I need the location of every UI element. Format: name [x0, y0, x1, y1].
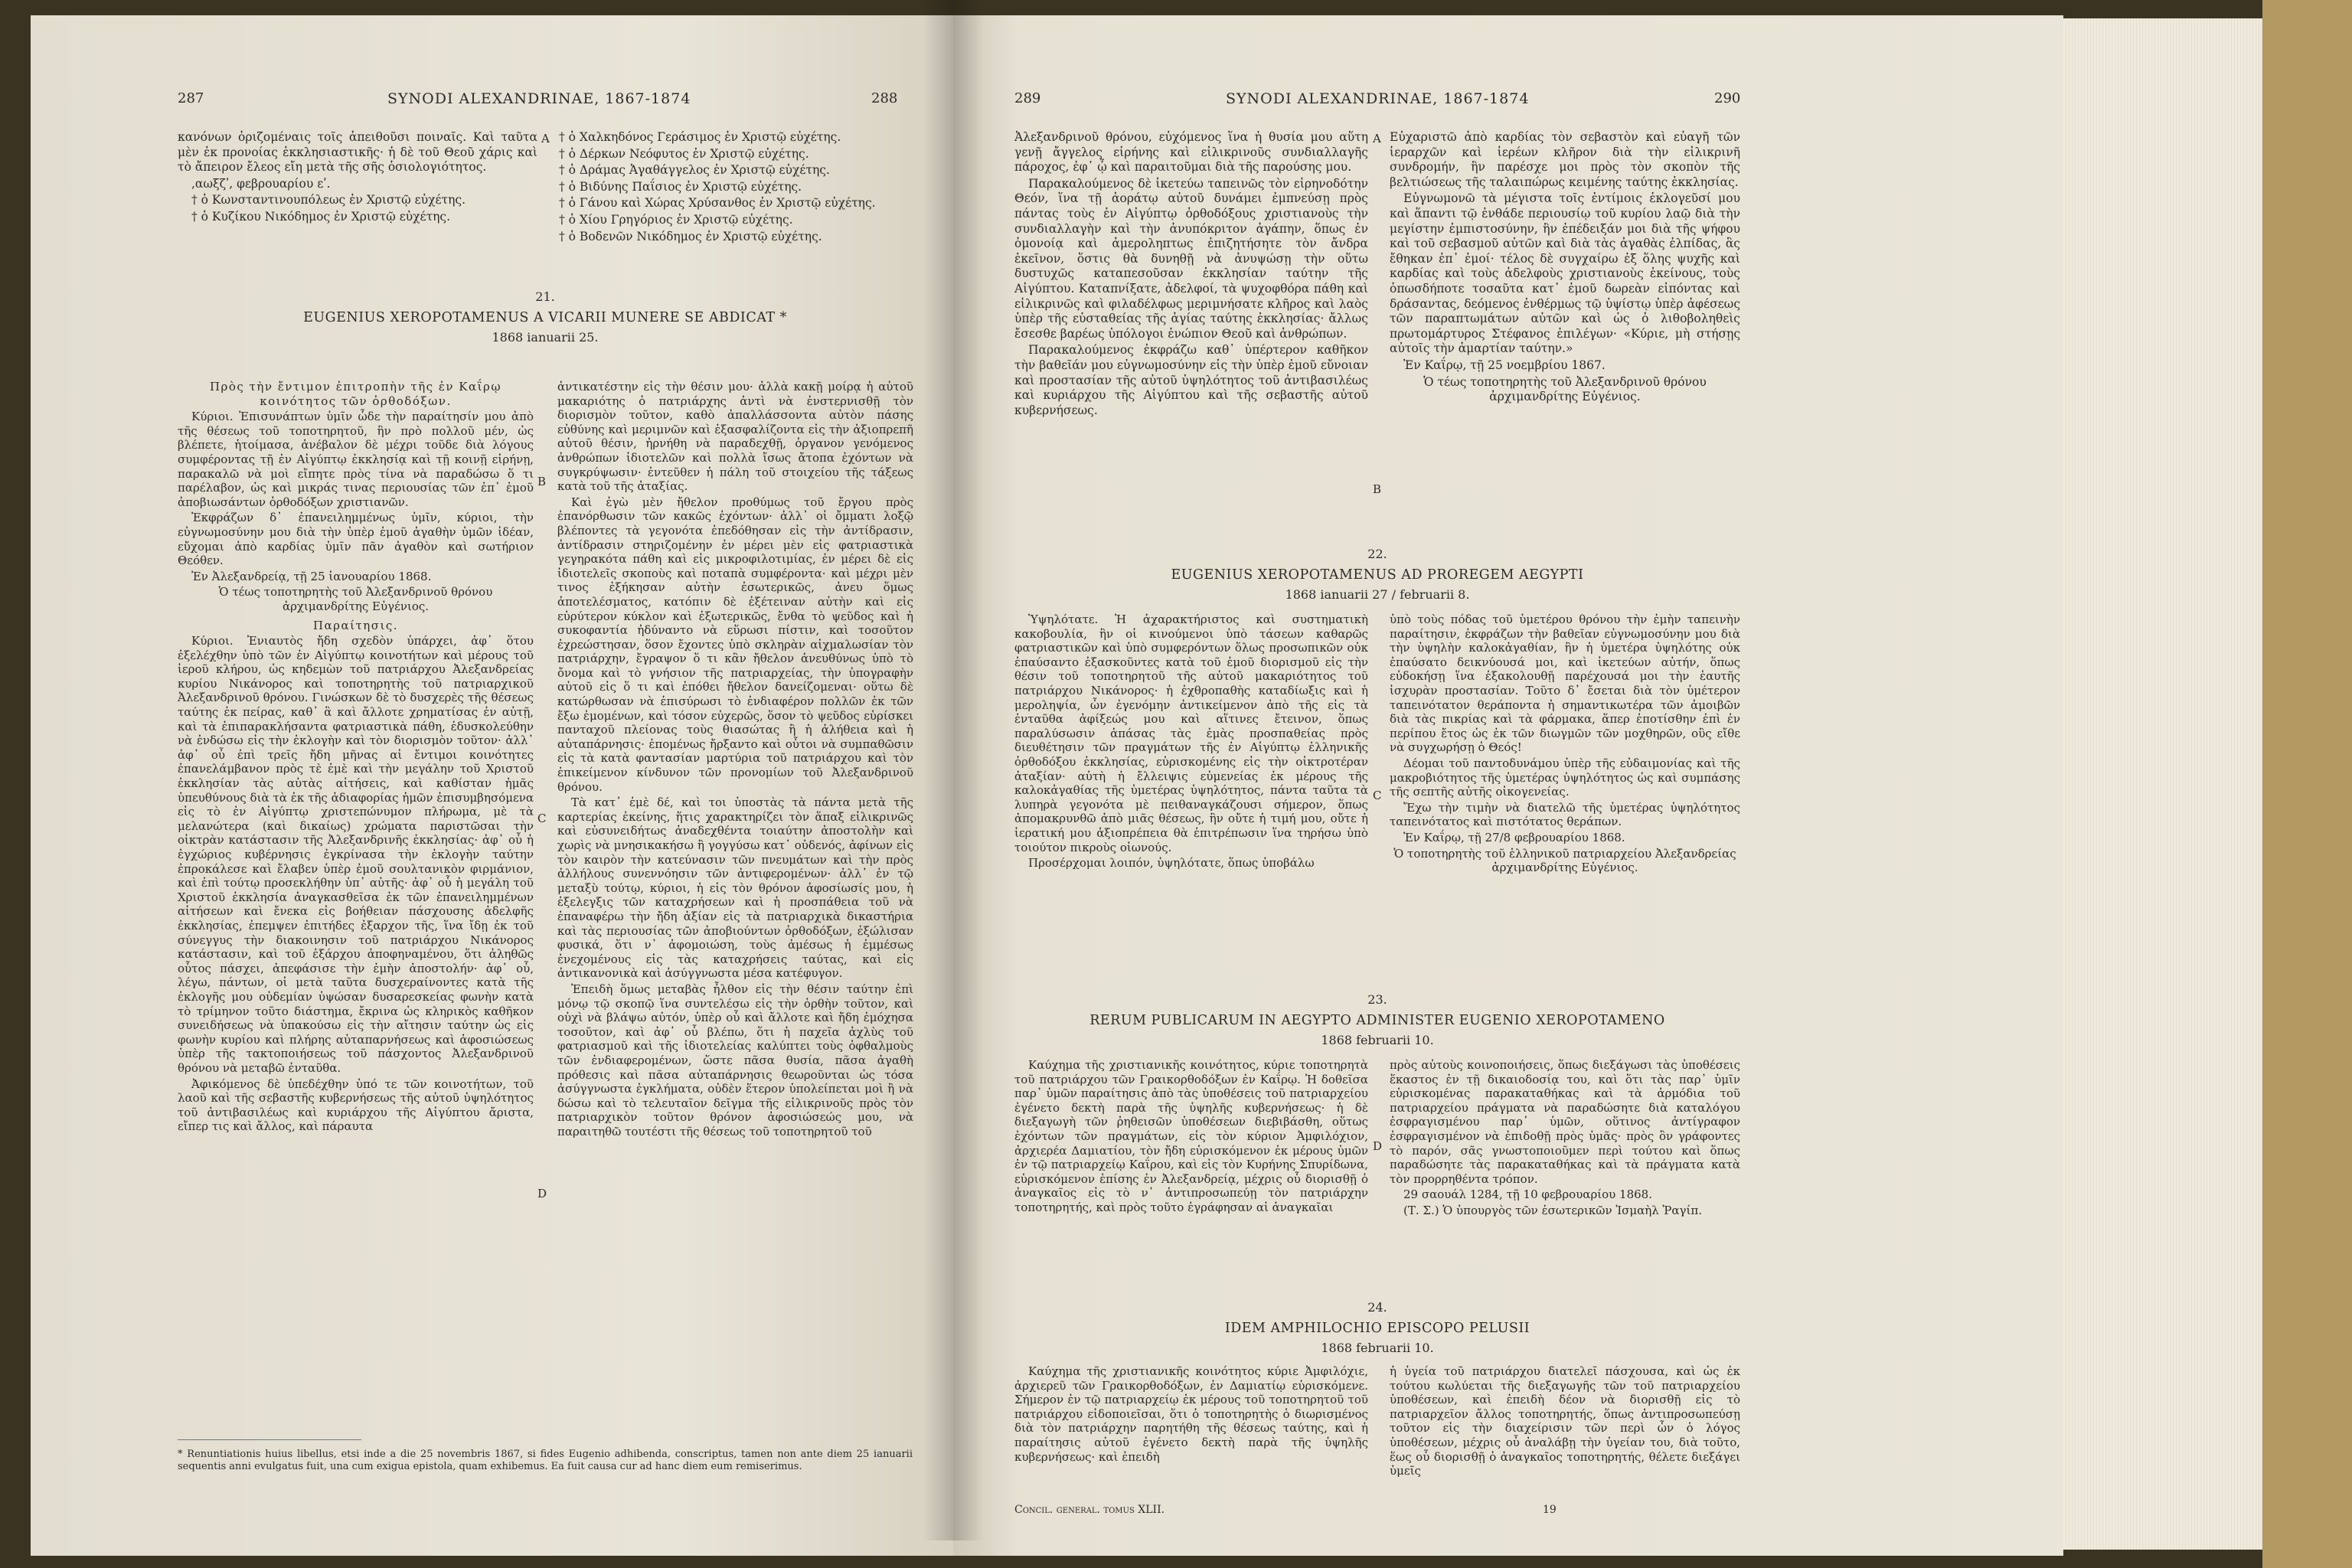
page-number-289: 289 [1014, 90, 1041, 106]
paragraph: Καύχημα τῆς χριστιανικῆς κοινότητος, κύριε τοποτηρητὰ τοῦ πατριάρχου τῶν Γραικορθοδόξων ἐν Καΐρῳ. Ἡ δοθεῖσα παρ᾽ ὑμῶν παραίτησις ἀπὸ τὰς ὑποθέσεις τοῦ πατριαρχείου ἐγένετο δεκτὴ παρὰ τῆς ὑψηλῆς κυβερνήσεως· ἡ δὲ διεξαγωγὴ τῶν ῥηθεισῶν ὑποθέσεων διεβιβάσθη, οὕτως ἐχόντων τῶν πραγμάτων, εἰς τὸν κύριον Ἀμφιλόχιον, ἀρχιερέα Δαμιατίου, τὸν ἤδη εὑρισκόμενον ἐκ μέρους ὑμῶν ἐν τῷ πατριαρχείῳ Καΐρου, καὶ εἰς τὸν Κυρήνης Σπυρίδωνα, εὑρισκόμενον ἐπίσης ἐν Ἀλεξανδρείᾳ, μέχρις οὗ διορισθῇ ὁ ἀναγκαῖος εἰς τὸ ν᾽ ἀντιπροσωπεύῃ τὸν πατριάρχην τοποτηρητής, καὶ πρὸς τοῦτο ἐγράφησαν αἱ ἀναγκαῖαι [1014, 1058, 1368, 1214]
date-line: Ἐν Καΐρῳ, τῇ 25 νοεμβρίου 1867. [1403, 358, 1606, 372]
paragraph: κανόνων ὁριζομέναις τοῖς ἀπειθοῦσι ποιναῖς. Καὶ ταῦτα μὲν ἐκ προνοίας ἐκκλησιαστικῆς· ἡ δὲ τοῦ Θεοῦ χάρις καὶ τὸ ἄπειρον ἔλεος εἴη μετὰ τῆς σῆς ὁσιολογιότητος. [178, 130, 537, 175]
s22-col1 [1014, 612, 1368, 872]
paragraph: Κύριοι. Ἐπισυνάπτων ὑμῖν ὧδε τὴν παραίτησίν μου ἀπὸ τῆς θέσεως τοῦ τοποτηρητοῦ, ἣν πρὸ πολλοῦ μέν, ὡς βλέπετε, ἡτοίμασα, ἀνέβαλον δὲ μέχρι τοῦδε διὰ λόγους συμφέροντας τῇ ἐν Αἰγύπτῳ ἐκκλησίᾳ καὶ τῇ κοινῇ εἰρήνῃ, παρακαλῶ νὰ μοὶ εἴπητε πρὸς τίνα νὰ παραδώσω ὅ τι παρέλαβον, ὡς καὶ μικράς τινας περιουσίας τῶν ἐπ᾽ ἐμοῦ ἀποβιωσάντων ὀρθοδόξων χριστιανῶν. [178, 410, 534, 509]
section-date: 1868 ianuarii 25. [492, 330, 599, 345]
section-title: EUGENIUS XEROPOTAMENUS A VICARII MUNERE SE ABDICAT * [303, 310, 787, 325]
signature-line: Ὁ τέως τοποτηρητὴς τοῦ Ἀλεξανδρινοῦ θρόνου ἀρχιμανδρίτης Εὐγένιος. [1423, 374, 1707, 404]
left-col2 [557, 380, 913, 1140]
right-page [953, 15, 2063, 1556]
paragraph: Ἔχω τὴν τιμὴν νὰ διατελῶ τῆς ὑμετέρας ὑψηλότητος ταπεινότατος καὶ πιστότατος θεράπων. [1390, 800, 1740, 829]
page-number-287: 287 [178, 90, 204, 106]
margin-letter-a: A [1373, 132, 1381, 145]
page-edges [2063, 18, 2262, 1550]
section-21-heading [178, 289, 913, 345]
address-line: Πρὸς τὴν ἔντιμον ἐπιτροπὴν τῆς ἐν Καΐρῳ κοινότητος τῶν ὀρθοδόξων. [209, 380, 502, 408]
signature-line: (Τ. Σ.) Ὁ ὑπουργὸς τῶν ἐσωτερικῶν Ἰσμαὴλ Ῥαγίπ. [1403, 1203, 1702, 1217]
paragraph: Καὶ ἐγὼ μὲν ἤθελον προθύμως τοῦ ἔργου πρὸς ἐπανόρθωσιν τῶν κακῶς ἐχόντων· ἀλλ᾽ οἱ ὄμματι λοξῷ βλέποντες τὰ γεγονότα ἐπεδόθησαν εἰς τὴν ἀντίδρασιν, ἀντίδρασιν στηριζομένην ἐν μέρει μὲν εἰς φατριαστικὰ γεγηρακότα πάθη καὶ εἰς μικροφιλοτιμίας, ἐν μέρει δὲ εἰς ἰδιοτελεῖς σκοποὺς καὶ ποταπὰ συμφέροντα· καὶ μέχρι μὲν τινος ἐξήκησαν αὐτὴν ἐσωτερικῶς, ἀνευ ὅμως ἀποτελέσματος, κατόπιν δὲ ἐξέτειναν αὐτὴν καὶ εἰς εὐρύτερον κύκλον καὶ ἐξωτερικῶς, ἔνθα τὸ ψεῦδος καὶ ἡ συκοφαντία ἠδύναντο νὰ εὕρωσι πίστιν, καὶ τοσοῦτον ἐχρεώστησαν, ὅσον ἔχοντες ὑπὸ σκληρὰν αἰχμαλωσίαν τὸν πατριάρχην, ἔγραψον ὅ τι κἂν ἤθελον ἀνευθύνως ὑπὸ τὸ ὄνομα καὶ τὸ γνήσιον τῆς πατριαρχείας, τὴν ὑπογραφὴν αὐτοῦ εἰς ὅ τι καὶ ἐπόθει ἤθελον δανείζομεναι· οὕτω δὲ κατώρθωσαν νὰ ἐπισύρωσι τὸ ἐνδιαφέρον πολλῶν ἐκ τῶν ἔξω ἐμομένων, καὶ τόσον εὐχερῶς, ὅσον τὸ ψεῦδος εὑρίσκει πανταχοῦ πλείονας τοὺς θιασώτας ἢ ἡ ἀλήθεια καὶ ἡ αὐταπάρνησις· ἐπομένως ἤρξαντο καὶ οὗτοι νὰ συμπαθῶσιν εἰς τὰ κατὰ φαντασίαν μαρτύρια τοῦ πατριάρχου καὶ τὸν ἐπικείμενον κίνδυνον τῶν προνομίων τοῦ Ἀλεξανδρινοῦ θρόνου. [557, 495, 913, 794]
margin-letter-b: B [537, 475, 547, 488]
left-page [31, 15, 953, 1556]
date-line: Ἐν Καΐρῳ, τῇ 27/8 φεβρουαρίου 1868. [1403, 830, 1625, 844]
section-24-heading [1014, 1300, 1740, 1355]
page-number-290: 290 [1714, 90, 1741, 106]
section-title: EUGENIUS XEROPOTAMENUS AD PROREGEM AEGYPTI [1171, 567, 1584, 583]
section-23-heading [1014, 992, 1740, 1047]
section-date: 1868 ianuarii 27 / februarii 8. [1285, 587, 1470, 602]
section-title: RERUM PUBLICARUM IN AEGYPTO ADMINISTER EUGENIO XEROPOTAMENO [1089, 1013, 1665, 1028]
margin-letter-c: C [1373, 789, 1382, 802]
margin-letter-c: C [537, 812, 547, 825]
page-number-288: 288 [871, 90, 898, 106]
paragraph: Ὑψηλότατε. Ἡ ἀχαρακτήριστος καὶ συστηματικὴ κακοβουλία, ἣν οἱ κινούμενοι ὑπὸ τάσεων καθαρῶς φατριαστικῶν καὶ ὑπὸ συμφερόντων ὅλως προσωπικῶν οὐκ ἐπαύσαντο ἐξασκοῦντες κατὰ τοῦ ἐμοῦ διορισμοῦ εἰς τὴν θέσιν τοῦ τοποτηρητοῦ τῆς αὐτοῦ μακαριότητος τοῦ πατριάρχου Νικάνορος· ἡ ἐχθροπαθὴς καταδίωξις καὶ ἡ μεροληψία, ὧν ἐγενόμην ἀντικείμενον ἀπὸ τῆς εἰς τὰ ἐνταῦθα ἀφίξεώς μου καὶ αἵτινες ἔτεινον, ὅπως παραλύσωσιν ἁπάσας τὰς ἐμὰς προσπαθείας πρὸς διευθέτησιν τῶν πραγμάτων τῆς ἐν Αἰγύπτῳ ἑλληνικῆς ὀρθοδόξου ἐκκλησίας, εὑρισκομένης εἰς τὴν οἰκτροτέραν ἀταξίαν· αὐτὴ ἡ ἔλλειψις εὐμενείας ἐκ μέρους τῆς καλοκἀγαθίας τῆς ὑμετέρας ὑψηλότητος, πάντα ταῦτα τὰ λυπηρὰ γεγονότα μὲ πειθαναγκάζουσι σήμερον, ὅπως ἀπομακρυνθῶ ἀπὸ μιᾶς θέσεως, ἣν οὔτε ἡ τιμή μου, οὔτε ἡ ἱερατική μου ἀξιοπρέπεια θὰ ἐπιτρέπωσιν ἵνα τηρήσω ὑπὸ τοιούτον πικροὺς οἰωνούς. [1014, 612, 1368, 854]
paragraph: Παρακαλούμενος ἐκφράζω καθ᾽ ὑπέρτερον καθῆκον τὴν βαθεῖάν μου εὐγνωμοσύνην εἰς τὴν ὑπὲρ ἐμοῦ εὔνοιαν καὶ προστασίαν τῆς αὐτοῦ ὑψηλότητος τοῦ ἀντιβασιλέως καὶ κυριάρχου τῆς Αἰγύπτου καὶ τῆς σεβαστῆς αὐτοῦ κυβερνήσεως. [1014, 343, 1368, 417]
signature-line: † ὁ Κωνσταντινουπόλεως ἐν Χριστῷ εὐχέτης. [191, 193, 466, 207]
footnote-rule [178, 1439, 361, 1440]
signature-line: † ὁ Βιδύνης Παΐσιος ἐν Χριστῷ εὐχέτης. [559, 179, 802, 194]
section-number: 24. [1367, 1300, 1387, 1315]
s23-col1 [1014, 1058, 1368, 1217]
right-top-col2 [1390, 130, 1740, 407]
book-cover [2262, 0, 2352, 1568]
date-line: Ἐν Ἀλεξανδρείᾳ, τῇ 25 ἰανουαρίου 1868. [191, 569, 432, 583]
signature-line: † ὁ Χίου Γρηγόριος ἐν Χριστῷ εὐχέτης. [559, 212, 793, 227]
section-date: 1868 februarii 10. [1321, 1033, 1434, 1047]
margin-letter-d: D [537, 1187, 547, 1200]
section-number: 22. [1367, 547, 1387, 561]
section-22-heading [1014, 547, 1740, 602]
printer-signature: Concil. general. tomus XLII. [1014, 1504, 1165, 1516]
paragraph: ἀντικατέστην εἰς τὴν θέσιν μου· ἀλλὰ κακῇ μοίρᾳ ἡ αὐτοῦ μακαριότης ὁ πατριάρχης ἀντὶ νὰ ἐνστερνισθῇ τὸν διορισμὸν τοῦτον, καθὸ ἀπαλλάσσοντα αὐτὸν πάσης εὐθύνης καὶ μεριμνῶν καὶ ἐξασφαλίζοντα εἰς τὴν ἀξιοπρεπῆ αὐτοῦ θέσιν, ἠρνήθη νὰ παραδεχθῇ, ὀργανον γενόμενος ἀνθρώπων ἰδιοτελῶν καὶ πολλὰ ἴσως ἄτοπα ἐχόντων νὰ συγκρύψωσιν· ἐντεῦθεν ἡ πάλη τοῦ στοιχείου τῆς τάξεως κατὰ τοῦ τῆς ἀταξίας. [557, 380, 913, 494]
paragraph: Προσέρχομαι λοιπόν, ὑψηλότατε, ὅπως ὑποβάλω [1028, 856, 1315, 871]
signature-line: Ὁ τέως τοποτηρητὴς τοῦ Ἀλεξανδρινοῦ θρόνου ἀρχιμανδρίτης Εὐγένιος. [218, 585, 493, 613]
margin-letter-d: D [1373, 1139, 1383, 1153]
running-head-right: SYNODI ALEXANDRINAE, 1867-1874 [1226, 90, 1530, 107]
section-number: 23. [1367, 992, 1387, 1007]
paragraph: Εὐγνωμονῶ τὰ μέγιστα τοῖς ἐντίμοις ἐκλογεῦσί μου καὶ ἅπαντι τῷ ἐνθάδε περιουσίῳ τοῦ κυρίου λαῷ διὰ τὴν μεγίστην ἐμπιστοσύνην, ἣν ἐπέδειξάν μοι διὰ τῆς ψήφου καὶ τοῦ σεβασμοῦ αὐτῶν καὶ διὰ τὰς ἀγαθὰς ἐλπίδας, ἃς ἔθηκαν ἐπ᾽ ἐμοί· τέλος δὲ συγχαίρω ἐξ ὅλης ψυχῆς καὶ καρδίας καὶ τοὺς ἀδελφοὺς χριστιανοὺς ἐκείνους, τοὺς ὁπωσδήποτε τοσαῦτα κατ᾽ ἐμοῦ δωρεὰν εἰπόντας καὶ δράσαντας, δεόμενος ἐνθέρμως τῷ ὑψίστῳ ὑπὲρ ἀφέσεως τῶν παραπτωμάτων αὐτῶν καὶ ὡς ὁ λιθοβοληθεὶς πρωτομάρτυρος Στέφανος ἐπιλέγων· «Κύριε, μὴ στήσῃς αὐτοῖς τὴν ἁμαρτίαν ταύτην.» [1390, 191, 1740, 356]
section-title: IDEM AMPHILOCHIO EPISCOPO PELUSII [1224, 1321, 1530, 1336]
s23-col2 [1390, 1058, 1740, 1220]
signature-line: Ὁ τοποτηρητὴς τοῦ ἑλληνικοῦ πατριαρχείου Ἀλεξανδρείας ἀρχιμανδρίτης Εὐγένιος. [1393, 846, 1736, 875]
paragraph: Εὐχαριστῶ ἀπὸ καρδίας τὸν σεβαστὸν καὶ εὐαγῆ τῶν ἱεραρχῶν καὶ ἱερέων κλῆρον διὰ τὴν εἰλικρινῆ συνδρομήν, ἣν παρέσχε μοι πρὸς τὸν σκοπὸν τῆς βελτιώσεως τῆς ταλαιπώρως κειμένης ταύτης ἐκκλησίας. [1390, 130, 1740, 189]
signature-line: † ὁ Γάνου καὶ Χώρας Χρύσανθος ἐν Χριστῷ εὐχέτης. [559, 196, 876, 211]
footnote: * Renuntiationis huius libellus, etsi inde a die 25 novembris 1867, si fides Eugenio adhibenda, conscriptus, tamen non ante diem 25 ianuarii sequentis anni evulgatus fuit, una cum exigua epistola, quam exhibemus. Ea fuit causa cur ad hanc diem eum remiserimus. [178, 1449, 913, 1472]
s22-col2 [1390, 612, 1740, 877]
signature-line: † ὁ Βοδενῶν Νικόδημος ἐν Χριστῷ εὐχέτης. [559, 229, 822, 243]
paragraph: Ἐπειδὴ ὅμως μεταβὰς ἦλθον εἰς τὴν θέσιν ταύτην ἐπὶ μόνῳ τῷ σκοπῷ ἵνα συντελέσω εἰς τὴν ὁρθὴν τοῦτον, καὶ οὐχὶ νὰ βλάψω αὐτόν, ὑπὲρ οὗ καὶ ἄλλοτε καὶ ἤδη ἐμόχησα τοσοῦτον, καὶ ἀφ᾽ οὗ βλέπω, ὅτι ἡ παχεῖα ἀχλὺς τοῦ φατριασμοῦ καὶ τῆς ἰδιοτελείας καλύπτει τοὺς ὀφθαλμοὺς τῶν ἐνδιαφερομένων, ὥστε πᾶσα θυσία, πᾶσα ἀγαθὴ πρόθεσις καὶ πᾶσα αὐταπάρνησις θεωροῦνται ὡς τόσα ἀσύγγνωστα ἐγκλήματα, οὐδὲν ἕτερον ὑπολείπεται μοὶ ἢ νὰ δώσω καὶ τὸ τελευταῖον δεῖγμα τῆς εἰλικρινοῦς πρὸς τὸν πατριαρχικὸν τοῦτον θρόνον ἀφοσιώσεώς μου, νὰ παραιτηθῶ τουτέστι τῆς θέσεως τοῦ τοποτηρητοῦ τοῦ [557, 982, 913, 1138]
subheading: Παραίτησις. [312, 618, 399, 632]
right-top-col1 [1014, 130, 1368, 420]
s24-col2 [1390, 1364, 1740, 1480]
margin-letter-a: A [541, 132, 550, 145]
paragraph: Κύριοι. Ἐνιαυτὸς ἤδη σχεδὸν ὑπάρχει, ἀφ᾽ ὅτου ἐξελέχθην ὑπὸ τῶν ἐν Αἰγύπτῳ κοινοτήτων καὶ μέρους τοῦ ἱεροῦ κλήρου, ὡς κηδεμὼν τοῦ πατριάρχου Ἀλεξανδρείας κυρίου Νικάνορος καὶ τοποτηρητὴς τοῦ πατριαρχικοῦ Ἀλεξανδρινοῦ θρόνου. Γινώσκων δὲ τὸ δυσχερὲς τῆς θέσεως ταύτης ἐκ πείρας, καθ᾽ ἃ καὶ ἄλλοτε χρηματίσας ἐν αὐτῇ, καὶ τὰ ἐπιπαρακλήσαντα φατριαστικὰ πάθη, ἐδυσκολεύθην νὰ ἐνδώσω εἰς τὴν ἐκλογὴν καὶ τὸν διορισμὸν τοῦτον· ἀλλ᾽ ἀφ᾽ οὗ ἐπὶ τρεῖς ἤδη μῆνας αἱ ἔντιμοι κοινότητες ἐπανελάμβανον πρὸς τὲ ἐμὲ καὶ τὴν μεγάλην τοῦ Χριστοῦ ἐκκλησίαν τὰς αὐτὰς αἰτήσεις, καὶ καθίσταν ἡμᾶς ὑπευθύνους διὰ τὰ ἐκ τῆς ἀδιαφορίας ἡμῶν ἐπισυμβησόμενα εἰς τὸ ἐν Αἰγύπτῳ χριστεπώνυμον πλήρωμα, μὲ τὰ μελανώτερα (καὶ δικαίως) χρώματα παριστῶσαι τὴν οἰκτρὰν κατάστασιν τῆς Ἀλεξανδρινῆς ἐκκλησίας· ἀφ᾽ οὗ ἡ ἐγχώριος κυβέρνησις ἐγκρίνασα τὴν ἐκλογὴν ταύτην ἐπροκάλεσε καὶ ἔλαβεν ὑπὲρ ἐμοῦ σουλτανικὸν φιρμάνιον, καὶ ἐπὶ τούτῳ προσεκλήθην ὑπ᾽ αὐτῆς· ἀφ᾽ οὗ ἡ μεγάλη τοῦ Χριστοῦ ἐκκλησία ἀναγκασθεῖσα ἐκ τῶν ἐπανειλημμένων αἰτήσεων καὶ ἔνεκα εἰς βοήθειαν πάσχουσης ἀδελφῆς ἐκκλησίας, ἐπεμψεν ἐπιτήδες ἐξαρχον τῆς, ἵνα ἴδῃ ἐκ τοῦ σύνεγγυς τὴν διακοινησιν τοῦ πατριάρχου Νικάνορος κατάστασιν, καὶ τοῦ ἐξάρχου ἀποφηναμένου, ὅτι ἀληθῶς οὗτος πάσχει, ἀπεφάσισε τὴν ἐμὴν ἀποστολήν· ἀφ᾽ οὗ, λέγω, πάντων, οἱ μετὰ ταῦτα δυσχεραίνοντες κατὰ τῆς ἐκλογῆς μου οὐδεμίαν ὑψώσαν δυσαρεσκείας φωνὴν κατὰ τὸ τρίμηνον τοῦτο διάστημα, ἔκρινα ὡς κληρικὸς καθῆκον συνειδήσεως νὰ ὑπακούσω εἰς τὴν αἴτησιν ταύτην ὡς εἰς φωνὴν κυρίου καὶ πλήρης αὐταπαρνήσεως καὶ ἀφοσιώσεως ὑπὲρ τῆς τακτοποιήσεως τοῦ πάσχοντος Ἀλεξανδρινοῦ θρόνου νὰ μεταβῶ ἐνταῦθα. [178, 634, 534, 1075]
signature-line: † ὁ Δέρκων Νεόφυτος ἐν Χριστῷ εὐχέτης. [559, 146, 809, 161]
date-line: ,αωξζʹ, φεβρουαρίου εʹ. [191, 176, 331, 191]
paragraph: ὑπὸ τοὺς πόδας τοῦ ὑμετέρου θρόνου τὴν ἐμὴν ταπεινὴν παραίτησιν, ἐκφράζων τὴν βαθεῖαν εὐγνωμοσύνην μου διὰ τὴν ὑψηλὴν καλοκἀγαθίαν, ἣν ἡ ὑμετέρα ὑψηλότης οὐκ ἐπαύσατο δεικνύουσά μοι, καὶ ἱκετεύων αὐτήν, ὅπως εὐδοκήσῃ ἵνα ἐξακολουθῇ παρέχουσά μοι τὴν ἑαυτῆς ἰσχυρὰν προστασίαν. Τοῦτο δ᾽ ἔσεται διὰ τὸν ὑμέτερον ταπεινότατον θεράποντα ἡ σημαντικωτέρα τῶν ἀμοιβῶν διὰ τὰς πικρίας καὶ τὰ φάρμακα, ἅπερ ἐποτίσθην ἐπὶ ἐν περίπου ἔτος ὡς ἐκ τῶν διωγμῶν τῶν μοχθηρῶν, οὓς εἴθε νὰ συγχωρήσῃ ὁ Θεός! [1390, 612, 1740, 755]
paragraph: Ἐκφράζων δ᾽ ἐπανειλημμένως ὑμῖν, κύριοι, τὴν εὐγνωμοσύνην μου διὰ τὴν ὑπὲρ ἐμοῦ ἀγαθὴν ὑμῶν ἰδέαν, εὔχομαι ἀπὸ καρδίας ὑμῖν πᾶν ἀγαθὸν καὶ σωτήριον Θεόθεν. [178, 511, 534, 568]
signature-line: † ὁ Χαλκηδόνος Γεράσιμος ἐν Χριστῷ εὐχέτης. [559, 130, 841, 144]
paragraph: πρὸς αὐτοὺς κοινοποιήσεις, ὅπως διεξάγωσι τὰς ὑποθέσεις ἕκαστος ἐν τῇ δικαιοδοσίᾳ του, καὶ ὅτι τὰς παρ᾽ ὑμῖν εὑρισκομένας παρακαταθήκας καὶ τὰ ἀρμόδια τοῦ πατριαρχείου πράγματα νὰ παραδώσητε διὰ καταλόγου ἐσφραγισμένου παρ᾽ ὑμῶν, οὕτινος ἀντίγραφον ἐσφραγισμένον νὰ ἐπιδοθῇ πρὸς ὑμᾶς· πρὸς ὃν γράφοντες τὸ παρόν, σᾶς γνωστοποιοῦμεν περὶ τούτου καὶ ὅπως παραδώσητε τὰς παρακαταθήκας καὶ τὰ πράγματα κατὰ τὸν προρρηθέντα τρόπον. [1390, 1058, 1740, 1186]
section-number: 21. [535, 289, 555, 304]
paragraph: Καύχημα τῆς χριστιανικῆς κοινότητος κύριε Ἀμφιλόχιε, ἀρχιερεῦ τῶν Γραικορθοδόξων, ἐν Δαμιατίῳ εὑρισκόμενε. Σήμερον ἐν τῷ πατριαρχείῳ ἐκ μέρους τοῦ τοποτηρητοῦ τοῦ πατριάρχου εἰδοποιεῖσαι, ὅτι ὁ τοποτηρητὴς ὁ διωρισμένος διὰ τὸν πατριάρχην παρητήθη τῆς θέσεως ταύτης, καὶ ἡ παραίτησις αὐτοῦ ἐγένετο δεκτὴ παρὰ τῆς ὑψηλῆς κυβερνήσεως· καὶ ἐπειδὴ [1014, 1364, 1368, 1464]
date-line: 29 σαουάλ 1284, τῇ 10 φεβρουαρίου 1868. [1403, 1187, 1652, 1202]
running-head-left: SYNODI ALEXANDRINAE, 1867-1874 [387, 90, 691, 107]
paragraph: Δέομαι τοῦ παντοδυνάμου ὑπὲρ τῆς εὐδαιμονίας καὶ τῆς μακροβιότητος τῆς ὑμετέρας ὑψηλότητος ὡς καὶ συμπάσης τῆς σεπτῆς αὐτῆς οἰκογενείας. [1390, 756, 1740, 799]
paragraph: Ἀλεξανδρινοῦ θρόνου, εὐχόμενος ἵνα ἡ θυσία μου αὕτη γενῇ ἄγγελος εἰρήνης καὶ εἰλικρινοῦς συνδιαλλαγῆς πάροχος, ἐφ᾽ ᾧ καὶ παραιτοῦμαι διὰ τῆς παρούσης μου. [1014, 130, 1368, 175]
paragraph: ἡ ὑγεία τοῦ πατριάρχου διατελεῖ πάσχουσα, καὶ ὡς ἐκ τούτου κωλύεται τῆς διεξαγωγῆς τῶν τοῦ πατριαρχείου ὑποθέσεων, καὶ ἐπειδὴ δέον νὰ διορισθῇ εἰς τὸ πατριαρχεῖον ἄλλος τοποτηρητής, ὅπως ἀντιπροσωπεύσῃ τοῦτον εἰς τὴν διαχείρισιν τῶν περὶ ὧν ὁ λόγος ὑποθέσεων, μέχρις οὗ ἀναλάβῃ τὴν ὑγείαν του, διὰ τοῦτο, ἕως οὗ διορισθῇ ὁ ἀναγκαῖος τοποτηρητής, θέλετε διεξάγει ὑμεῖς [1390, 1364, 1740, 1478]
section-date: 1868 februarii 10. [1321, 1341, 1434, 1355]
left-top-col2 [559, 130, 911, 246]
paragraph: Παρακαλούμενος δὲ ἱκετεύω ταπεινῶς τὸν εἰρηνοδότην Θεόν, ἵνα τῇ ἀοράτῳ αὐτοῦ δυνάμει ἐμπνεύσῃ πρὸς πάντας τοὺς ἐν Αἰγύπτῳ ὀρθοδόξους χριστιανοὺς τὴν συνδιαλλαγὴν καὶ τὴν ἀνυπόκριτον ἀγάπην, ὅπως ἐν ὁμονοίᾳ καὶ ἀμεροληπτως ἐπιζητήσητε τὸν ἄνδρα ἐκεῖνον, ὅστις θὰ δυνηθῇ νὰ ἀνυψώσῃ τὴν οὕτω δυστυχῶς καταπεσοῦσαν ἐκκλησίαν ταύτην τῆς Αἰγύπτου. Καταπνίξατε, ἀδελφοί, τὰ ψυχοφθόρα πάθη καὶ εἰλικρινῶς καὶ φιλαδέλφως μεριμνήσατε κλῆρος καὶ λαὸς ὑπὲρ τῆς εὐσταθείας τῆς ἁγίας ταύτης ἐκκλησίας· ἄλλως ἔσεσθε βαρέως ὑπόλογοι ἐνώπιον Θεοῦ καὶ ἀνθρώπων. [1014, 176, 1368, 341]
paragraph: Ἀφικόμενος δὲ ὑπεδέχθην ὑπό τε τῶν κοινοτήτων, τοῦ λαοῦ καὶ τῆς σεβαστῆς κυβερνήσεως τῆς αὐτοῦ ὑψηλότητος τοῦ ἀντιβασιλέως καὶ κυριάρχου τῆς Αἰγύπτου ἄριστα, εἴπερ τις καὶ ἄλλος, καὶ πάραυτα [178, 1076, 534, 1134]
signature-line: † ὁ Δράμας Ἀγαθάγγελος ἐν Χριστῷ εὐχέτης. [559, 163, 830, 178]
paragraph: Τὰ κατ᾽ ἐμὲ δέ, καὶ τοι ὑποστὰς τὰ πάντα μετὰ τῆς καρτερίας ἐκείνης, ἥτις χαρακτηρίζει τὸν ἅπαξ εἰλικρινῶς καὶ εὐσυνειδήτως ἀναδεχθέντα τοιαύτην ἀποστολὴν καὶ χωρὶς νὰ μνησικακήσω ἢ γογγύσω κατ᾽ οὐδενός, ἀφίνων εἰς τὸν καιρὸν τὴν κατεύνασιν τῶν πνευμάτων καὶ τὴν πρὸς ἀλλήλους συνεννόησιν τῶν ἀντιφερομένων· ἀλλ᾽ ἐν τῷ μεταξὺ τούτῳ, κύριοι, ἡ εἰς τὸν θρόνον ἀφοσίωσίς μου, ἡ ἐξελεγξις τῶν καταχρήσεων καὶ ἡ προσπάθεια τοῦ νὰ ἐπαναφέρω τὴν ἤδη ἀξίαν εἰς τὰ πατριαρχικὰ δικαστήρια καὶ τὰς περιουσίας τῶν ἀποβιούντων ὀρθοδόξων, ἐξώλισαν φυσικά, ὅτι ν᾽ ἀφομοιώση, τοὺς ἀμέσως ἡ ἐμμέσως ἐνεχομένους εἰς τὰς καταχρήσεις ταύτας, καὶ εἰς ἀντικανονικὰ καὶ ἀσύγγνωστα μέσα κατέφυγον. [557, 795, 913, 981]
left-top-col1 [178, 130, 537, 227]
sheet-number: 19 [1543, 1504, 1557, 1516]
signature-line: † ὁ Κυζίκου Νικόδημος ἐν Χριστῷ εὐχέτης. [191, 209, 451, 224]
s24-col1 [1014, 1364, 1368, 1465]
left-col1 [178, 380, 534, 1135]
margin-letter-b: B [1373, 482, 1382, 496]
